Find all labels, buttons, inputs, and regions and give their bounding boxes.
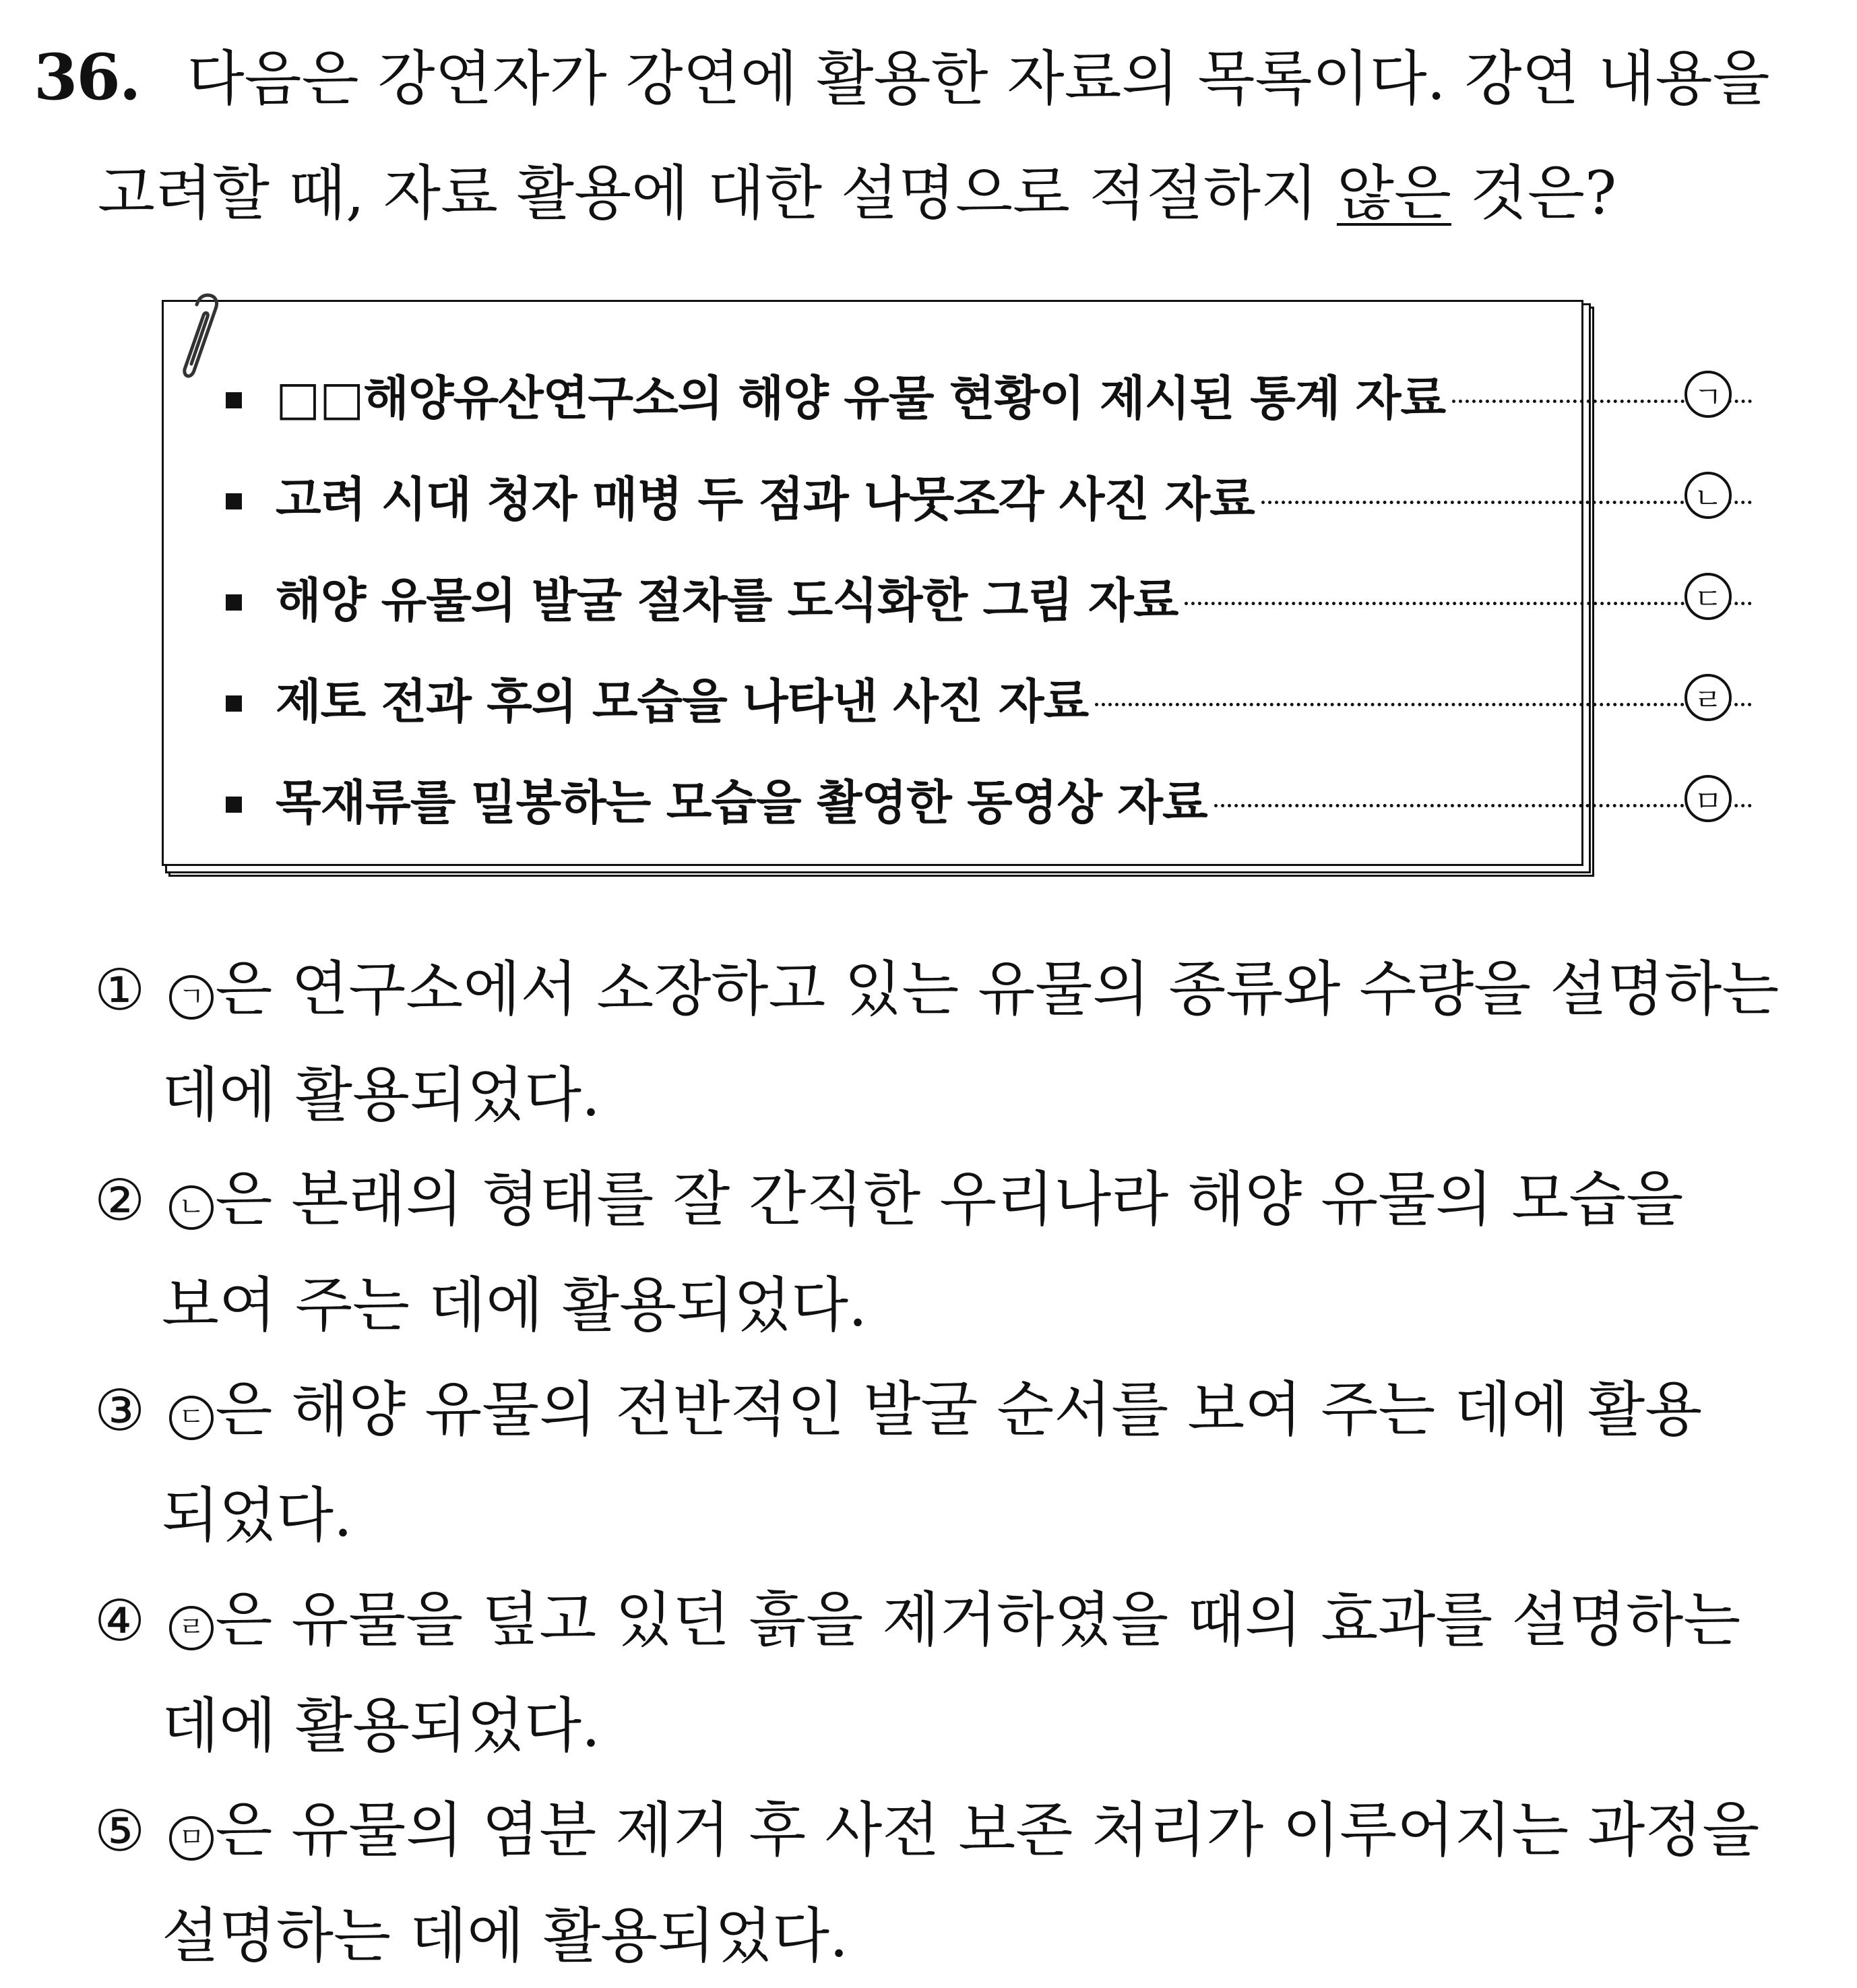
leader-dots — [1095, 703, 1752, 706]
option-line — [94, 1357, 1833, 1463]
material-item — [162, 445, 1723, 546]
leader-dots — [1261, 501, 1752, 504]
square-bullet-icon — [226, 392, 242, 408]
circled-mark: ㅁ — [169, 1816, 214, 1861]
material-item — [162, 546, 1723, 647]
material-text: 해양 유물의 발굴 절차를 도식화한 그림 자료 — [276, 572, 1178, 628]
square-bullet-icon — [226, 493, 242, 509]
circled-mark: ㄹ — [1685, 674, 1732, 721]
option-text: 은 유물을 덮고 있던 흙을 제거하였을 때의 효과를 설명하는 — [215, 1585, 1741, 1654]
material-text: 고려 시대 청자 매병 두 점과 나뭇조각 사진 자료 — [276, 471, 1255, 527]
circled-mark: ㄴ — [1685, 472, 1732, 519]
leader-dots — [1185, 602, 1752, 605]
materials-card — [162, 300, 1723, 873]
square-bullet-icon — [226, 797, 242, 813]
answer-option-5[interactable] — [94, 1778, 1833, 1988]
answer-option-2[interactable] — [94, 1147, 1833, 1357]
question-line-1 — [34, 20, 1826, 136]
answer-option-4[interactable] — [94, 1567, 1833, 1778]
question-text-1: 다음은 강연자가 강연에 활용한 자료의 목록이다. 강연 내용을 — [187, 44, 1770, 113]
circled-mark: ㄱ — [169, 975, 214, 1020]
question-stem — [34, 20, 1826, 251]
square-bullet-icon — [226, 594, 242, 611]
option-text: 은 해양 유물의 전반적인 발굴 순서를 보여 주는 데에 활용 — [215, 1375, 1703, 1444]
question-line-2 — [34, 136, 1826, 251]
circled-mark: ㄱ — [1685, 371, 1732, 418]
option-line — [94, 1147, 1833, 1253]
circled-mark: ㄹ — [169, 1606, 214, 1650]
question-underlined-word: 않은 — [1336, 158, 1451, 228]
answer-options — [94, 937, 1833, 1988]
option-number: ① — [94, 957, 146, 1023]
material-item — [162, 344, 1723, 445]
option-text: 은 본래의 형태를 잘 간직한 우리나라 해양 유물의 모습을 — [215, 1164, 1684, 1234]
circled-mark: ㄴ — [169, 1185, 214, 1230]
option-text-cont: 되었다. — [162, 1481, 352, 1550]
option-number: ② — [94, 1167, 146, 1233]
option-text-cont: 데에 활용되었다. — [162, 1691, 601, 1760]
option-line — [94, 937, 1833, 1043]
option-text-cont: 데에 활용되었다. — [162, 1060, 601, 1129]
circled-mark: ㅁ — [1685, 775, 1732, 822]
question-text-2a: 고려할 때, 자료 활용에 대한 설명으로 적절하지 — [98, 158, 1337, 228]
material-item — [162, 647, 1723, 748]
material-text: □□해양유산연구소의 해양 유물 현황이 제시된 통계 자료 — [276, 370, 1446, 426]
material-text: 목재류를 밀봉하는 모습을 촬영한 동영상 자료 — [276, 774, 1207, 830]
square-bullet-icon — [226, 695, 242, 712]
material-item — [162, 748, 1723, 849]
option-text: 은 유물의 염분 제거 후 사전 보존 처리가 이루어지는 과정을 — [215, 1795, 1760, 1865]
material-text: 제토 전과 후의 모습을 나타낸 사진 자료 — [276, 673, 1089, 729]
option-text: 은 연구소에서 소장하고 있는 유물의 종류와 수량을 설명하는 — [215, 954, 1780, 1024]
answer-option-3[interactable] — [94, 1357, 1833, 1567]
option-line — [94, 1778, 1833, 1884]
option-number: ⑤ — [94, 1798, 146, 1864]
option-text-cont: 설명하는 데에 활용되었다. — [162, 1901, 849, 1970]
materials-list — [162, 344, 1723, 849]
option-text-cont: 보여 주는 데에 활용되었다. — [162, 1270, 867, 1340]
question-number: 36. — [34, 40, 140, 115]
circled-mark: ㄷ — [1685, 573, 1732, 620]
option-line — [94, 1567, 1833, 1673]
option-number: ③ — [94, 1377, 146, 1443]
question-text-2b: 것은? — [1451, 158, 1617, 228]
leader-dots — [1214, 804, 1752, 807]
option-number: ④ — [94, 1588, 146, 1654]
circled-mark: ㄷ — [169, 1396, 214, 1440]
answer-option-1[interactable] — [94, 937, 1833, 1147]
